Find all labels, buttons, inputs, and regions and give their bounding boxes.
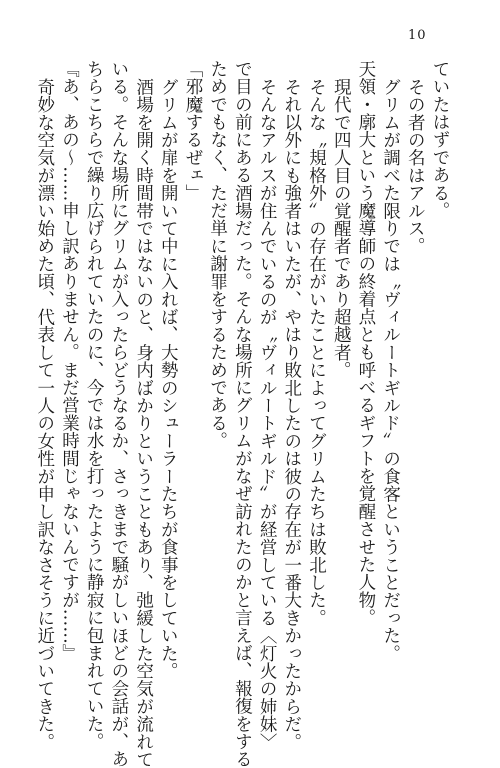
text-line: ちらこちらで繰り広げられていたのに、今では水を打ったように静寂に包まれていた。 — [84, 60, 105, 751]
text-line: それ以外にも強者はいたが、やはり敗北したのは彼の存在が一番大きかったからだ。 — [281, 77, 302, 751]
dialogue-line: 「邪魔するぜェ」 — [182, 60, 203, 202]
text-line: そんなアルスが住んでいるのが〝ヴィルートギルド〟が経営している〈灯火の姉妹〉 — [257, 77, 278, 751]
dialogue-line: 『あ、あの～……申し訳ありません。まだ営業時間じゃないんですが……』 — [59, 60, 80, 662]
text-line: 酒場を開く時間帯ではないのと、身内ばかりということもあり、弛緩した空気が流れて — [133, 77, 154, 768]
text-line: その者の名はアルス。 — [405, 77, 426, 255]
text-line: 天領・廓大という魔導師の終着点とも呼べるギフトを覚醒させた人物。 — [355, 60, 376, 627]
text-line: 現代で四人目の覚醒者であり超越者。 — [331, 77, 352, 379]
text-line: いる。そんな場所にグリムが入ったらどうなるか、さっきまで騒がしいほどの会話が、あ — [108, 60, 129, 768]
page-number: 10 — [408, 28, 427, 43]
text-line: ていたはずである。 — [430, 60, 450, 220]
text-line: 奇妙な空気が漂い始めた頃、代表して一人の女性が申し訳なさそうに近づいてきた。 — [34, 77, 55, 751]
text-line: で目の前にある酒場だった。そんな場所にグリムがなぜ訪れたのかと言えば、報復をする — [232, 60, 253, 768]
text-line: グリムが扉を開いて中に入れば、大勢のシューラーたちが食事をしていた。 — [158, 77, 179, 680]
text-line: グリムが調べた限りでは〝ヴィルートギルド〟の食客ということだった。 — [380, 77, 401, 662]
text-line: そんな〝規格外〟の存在がいたことによってグリムたちは敗北した。 — [306, 77, 327, 627]
vertical-text-body — [34, 60, 452, 768]
text-line: ためでもなく、ただ単に謝罪をするためである。 — [207, 60, 228, 450]
